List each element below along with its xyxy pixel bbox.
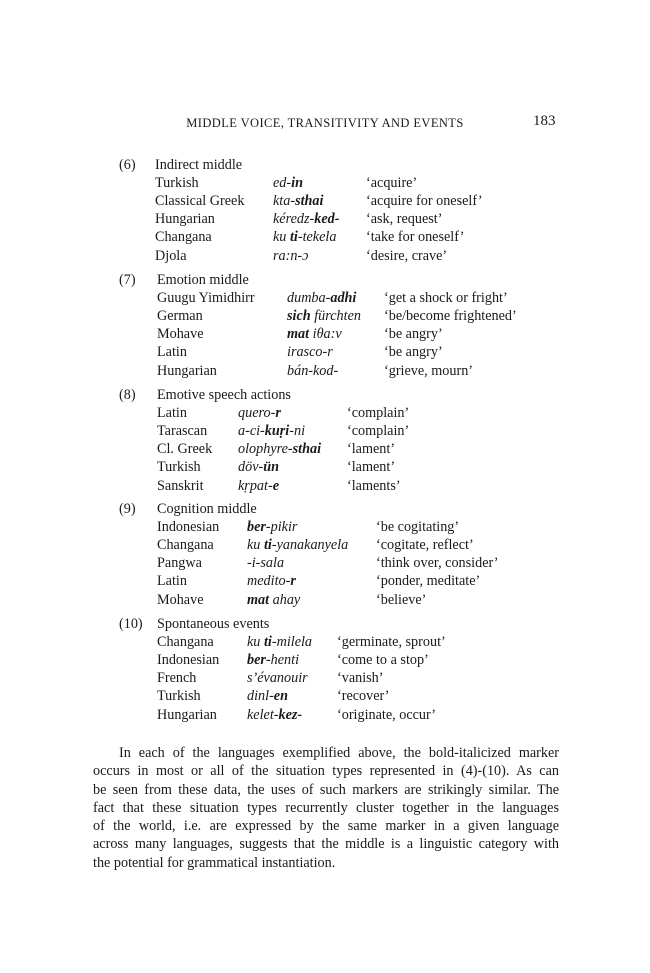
example-form [273, 248, 308, 265]
middle-marker: sich [287, 308, 311, 325]
example-number: (7) [119, 272, 136, 288]
language-name: Mohave [157, 326, 204, 343]
form-segment: -pikir [265, 519, 298, 536]
middle-marker: ti [263, 634, 272, 651]
example-row [0, 175, 650, 193]
form-segment: iθa:v [309, 326, 342, 343]
example-form [247, 670, 308, 687]
example-row [0, 326, 650, 344]
example-form [287, 326, 342, 343]
example-number: (8) [119, 387, 136, 403]
gloss: ‘acquire’ [366, 175, 418, 192]
form-segment: a-ci- [238, 423, 265, 440]
example-row [0, 308, 650, 326]
example-row [0, 290, 650, 308]
example-form [287, 344, 333, 361]
example-form [247, 573, 296, 590]
example-row [0, 344, 650, 362]
example-row [0, 229, 650, 247]
language-name: Latin [157, 405, 187, 422]
example-row [0, 670, 650, 688]
example-form [238, 459, 279, 476]
form-segment: ed- [273, 175, 292, 192]
example-form [287, 308, 361, 325]
example-form [287, 363, 338, 380]
form-segment: -henti [265, 652, 300, 669]
form-segment: döv- [238, 459, 264, 476]
example-number: (9) [119, 501, 136, 517]
middle-marker: mat [247, 591, 270, 608]
form-segment: dumba- [287, 290, 331, 307]
language-name: Changana [155, 229, 212, 246]
example-title: Emotion middle [157, 272, 249, 288]
language-name: Turkish [157, 459, 201, 476]
middle-marker: ked- [314, 211, 340, 228]
gloss: ‘lament’ [347, 459, 396, 476]
language-name: Djola [155, 247, 187, 264]
form-segment: kelet- [247, 706, 279, 723]
middle-marker: ti [289, 229, 298, 246]
example-form [247, 634, 312, 651]
example-number: (10) [119, 616, 143, 632]
example-row [0, 707, 650, 725]
language-name: Cl. Greek [157, 441, 213, 458]
middle-marker: mat [287, 326, 310, 343]
paragraph-line: the potential for grammatical instantiation. [93, 854, 336, 871]
example-title: Indirect middle [155, 157, 243, 173]
gloss: ‘vanish’ [337, 670, 384, 687]
example-number: (6) [119, 157, 136, 173]
example-row [0, 405, 650, 423]
language-name: Turkish [157, 688, 201, 705]
language-name: Changana [157, 634, 214, 651]
middle-marker: kuṛi [264, 423, 290, 440]
example-row [0, 248, 650, 266]
language-name: Indonesian [157, 652, 220, 669]
gloss: ‘originate, occur’ [337, 706, 437, 723]
language-name: Guugu Yimidhirr [157, 290, 255, 307]
example-row [0, 519, 650, 537]
language-name: Classical Greek [155, 193, 245, 210]
form-segment: irasco-r [287, 344, 333, 361]
form-segment: fürchten [310, 308, 361, 325]
form-segment: medito- [247, 573, 291, 590]
form-segment: ku [247, 634, 264, 651]
language-name: Hungarian [155, 211, 215, 228]
language-name: German [157, 308, 203, 325]
example-form [238, 478, 279, 495]
gloss: ‘ask, request’ [366, 211, 443, 228]
example-form [273, 175, 303, 192]
example-title: Cognition middle [157, 501, 257, 517]
language-name: Sanskrit [157, 477, 204, 494]
gloss: ‘cogitate, reflect’ [376, 537, 474, 554]
middle-marker: adhi [330, 290, 357, 307]
middle-marker: ber [247, 519, 266, 536]
form-segment: -i-sala [247, 555, 285, 572]
paragraph-line: across many languages, suggests that the middle is a linguistic category with [93, 836, 559, 853]
gloss: ‘desire, crave’ [366, 247, 448, 264]
example-row [0, 537, 650, 555]
gloss: ‘come to a stop’ [337, 652, 429, 669]
example-row [0, 573, 650, 591]
gloss: ‘recover’ [337, 688, 390, 705]
body-paragraph [93, 744, 559, 872]
example-form [247, 652, 299, 669]
running-head: MIDDLE VOICE, TRANSITIVITY AND EVENTS [186, 116, 464, 130]
paragraph-line: fact that these situation types recurrently cluster together in the languages [93, 799, 559, 816]
paragraph-line: In each of the languages exemplified above, the bold-italicized marker [119, 745, 559, 761]
example-form [273, 229, 336, 246]
middle-marker: ti [263, 537, 272, 554]
paragraph-line: be seen from these data, the uses of such markers are strikingly similar. The [93, 781, 559, 798]
language-name: Turkish [155, 175, 199, 192]
gloss: ‘be/become frightened’ [384, 308, 517, 325]
language-name: Hungarian [157, 706, 217, 723]
paragraph-line: occurs in most or all of the situation types represented in (4)-(10). As can [93, 763, 559, 780]
middle-marker: kez- [278, 706, 303, 723]
example-form [247, 707, 302, 724]
form-segment: -milela [271, 634, 313, 651]
gloss: ‘acquire for oneself’ [366, 193, 483, 210]
middle-marker: in [291, 175, 303, 192]
example-row [0, 441, 650, 459]
gloss: ‘lament’ [347, 441, 396, 458]
form-segment: kéredz- [273, 211, 315, 228]
example-title: Spontaneous events [157, 616, 270, 632]
gloss: ‘ponder, meditate’ [376, 573, 481, 590]
form-segment: -ni [289, 423, 306, 440]
example-form [238, 423, 305, 440]
form-segment: olophyre- [238, 441, 293, 458]
language-name: Latin [157, 573, 187, 590]
example-form [247, 688, 288, 705]
example-row [0, 688, 650, 706]
example-row [0, 478, 650, 496]
middle-marker: ün [263, 459, 279, 476]
middle-marker: sthai [292, 441, 322, 458]
example-form [247, 592, 300, 609]
language-name: Latin [157, 344, 187, 361]
language-name: Changana [157, 537, 214, 554]
gloss: ‘laments’ [347, 477, 401, 494]
language-name: Hungarian [157, 362, 217, 379]
gloss: ‘get a shock or fright’ [384, 290, 508, 307]
example-row [0, 363, 650, 381]
gloss: ‘be angry’ [384, 326, 443, 343]
gloss: ‘take for oneself’ [366, 229, 465, 246]
middle-marker: r [290, 573, 296, 590]
paragraph-line: of the world, i.e. are expressed by the same marker in a given language [93, 818, 559, 835]
language-name: Indonesian [157, 519, 220, 536]
middle-marker: sthai [295, 193, 324, 210]
middle-marker: ber [247, 652, 266, 669]
example-form [287, 290, 356, 307]
form-segment: dinl- [247, 688, 274, 705]
form-segment: s’évanouir [247, 670, 308, 687]
form-segment: ku [273, 229, 290, 246]
form-segment: ahay [269, 591, 301, 608]
example-form [238, 405, 281, 422]
example-row [0, 634, 650, 652]
language-name: Mohave [157, 591, 204, 608]
gloss: ‘germinate, sprout’ [337, 634, 446, 651]
form-segment: kta- [273, 193, 296, 210]
language-name: Pangwa [157, 555, 202, 572]
example-row [0, 423, 650, 441]
example-row [0, 555, 650, 573]
language-name: French [157, 670, 197, 687]
gloss: ‘be angry’ [384, 344, 443, 361]
example-form [247, 555, 284, 572]
example-row [0, 193, 650, 211]
gloss: ‘grieve, mourn’ [384, 362, 474, 379]
example-form [273, 211, 339, 228]
gloss: ‘think over, consider’ [376, 555, 499, 572]
middle-marker: en [273, 688, 288, 705]
gloss: ‘be cogitating’ [376, 519, 460, 536]
middle-marker: e [272, 477, 279, 494]
example-row [0, 211, 650, 229]
gloss: ‘complain’ [347, 405, 410, 422]
gloss: ‘believe’ [376, 591, 427, 608]
example-form [273, 193, 323, 210]
form-segment: bán-kod- [287, 362, 339, 379]
gloss: ‘complain’ [347, 423, 410, 440]
form-segment: -tekela [297, 229, 337, 246]
example-row [0, 459, 650, 477]
example-form [247, 537, 348, 554]
form-segment: ra:n-ɔ [273, 247, 309, 264]
example-row [0, 652, 650, 670]
example-title: Emotive speech actions [157, 387, 291, 403]
page-number: 183 [533, 113, 556, 129]
form-segment: kṛpat- [238, 477, 273, 494]
example-form [238, 441, 321, 458]
example-row [0, 592, 650, 610]
form-segment: -yanakanyela [271, 537, 349, 554]
middle-marker: r [275, 405, 281, 422]
language-name: Tarascan [157, 423, 208, 440]
example-form [247, 519, 297, 536]
form-segment: quero- [238, 405, 276, 422]
form-segment: ku [247, 537, 264, 554]
